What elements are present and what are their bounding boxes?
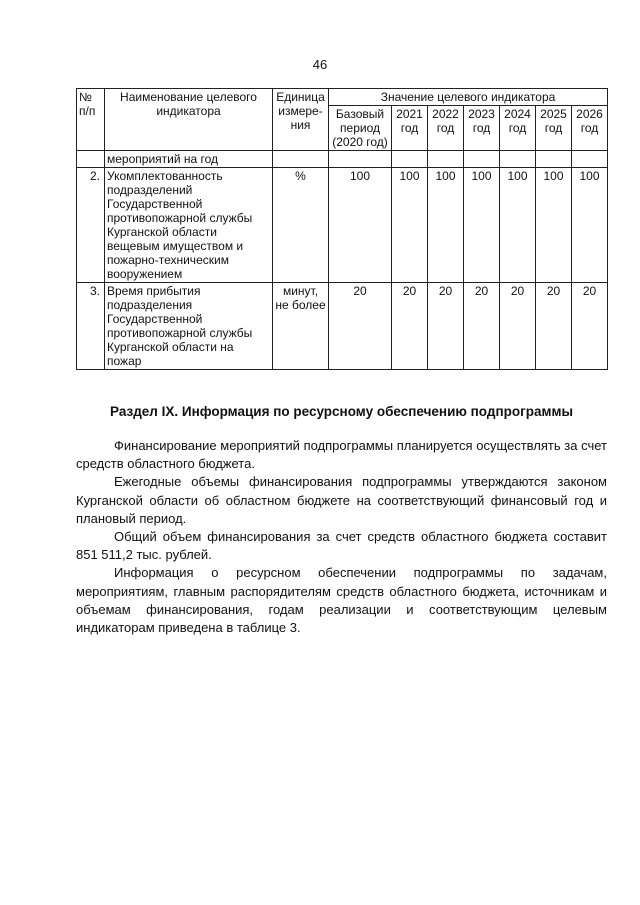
row-year-value: 100 — [464, 168, 500, 283]
row-year-value: 20 — [392, 283, 428, 370]
header-year: 2023 год — [464, 106, 500, 151]
table-header-row — [77, 89, 608, 106]
table-row — [77, 168, 608, 283]
row-year-value: 20 — [428, 283, 464, 370]
page-number: 46 — [312, 57, 328, 72]
header-name: Наименование целевого индикатора — [105, 89, 273, 151]
paragraph: Общий объем финансирования за счет средств областного бюджета составит 851 511,2 тыс. рублей. — [76, 529, 607, 563]
row-num: 2. — [77, 168, 105, 283]
row-year-value: 100 — [536, 168, 572, 283]
row-base-value: 20 — [329, 283, 392, 370]
row-year-value: 20 — [464, 283, 500, 370]
header-year: 2026 год — [572, 106, 608, 151]
header-year: 2024 год — [500, 106, 536, 151]
row-name: Время прибытия подразделения Государственной противопожарной службы Курганской области на пожар — [105, 283, 273, 370]
row-year-value: 100 — [500, 168, 536, 283]
paragraph: Информация о ресурсном обеспечении подпрограммы по задачам, мероприятиям, главным распорядителям средств областного бюджета, источникам и объемам финансирования, годам реализации и соответствующим целевым индикаторам приведена в таблице 3. — [76, 565, 607, 636]
row-name: мероприятий на год — [105, 151, 273, 168]
section-body — [76, 437, 607, 637]
row-unit: % — [273, 168, 329, 283]
section-title: Раздел IX. Информация по ресурсному обеспечению подпрограммы — [110, 404, 573, 419]
row-year-value: 100 — [428, 168, 464, 283]
row-year-value: 100 — [572, 168, 608, 283]
header-values-group: Значение целевого индикатора — [329, 89, 608, 106]
header-base-period: Базовый период (2020 год) — [329, 106, 392, 151]
table-row-continuation — [77, 151, 608, 168]
header-year: 2025 год — [536, 106, 572, 151]
header-unit: Единица измере-ния — [273, 89, 329, 151]
indicators-table — [76, 88, 608, 370]
row-base-value: 100 — [329, 168, 392, 283]
row-num: 3. — [77, 283, 105, 370]
row-year-value: 100 — [392, 168, 428, 283]
table-row — [77, 283, 608, 370]
header-year: 2022 год — [428, 106, 464, 151]
header-num: № п/п — [77, 89, 105, 151]
row-year-value: 20 — [572, 283, 608, 370]
row-name: Укомплектованность подразделений Государственной противопожарной службы Курганской области вещевым имуществом и пожарно-техническим вооружением — [105, 168, 273, 283]
row-year-value: 20 — [500, 283, 536, 370]
paragraph: Ежегодные объемы финансирования подпрограммы утверждаются законом Курганской области об областном бюджете на соответствующий финансовый год и плановый период. — [76, 474, 607, 526]
row-year-value: 20 — [536, 283, 572, 370]
paragraph: Финансирование мероприятий подпрограммы планируется осуществлять за счет средств областного бюджета. — [76, 438, 607, 472]
row-unit: минут, не более — [273, 283, 329, 370]
header-year: 2021 год — [392, 106, 428, 151]
